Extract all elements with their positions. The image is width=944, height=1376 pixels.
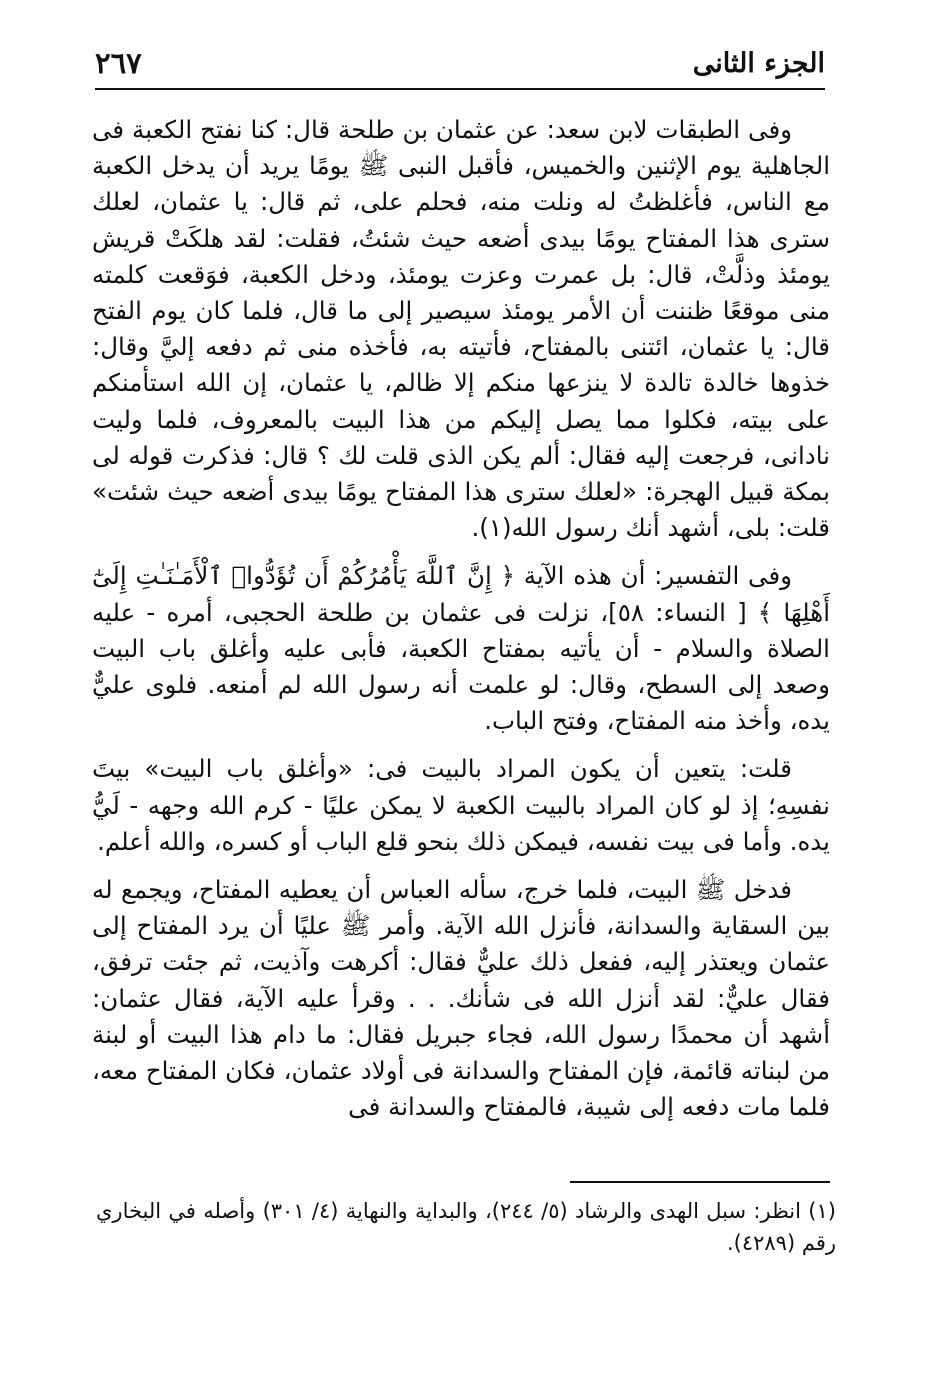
footnote-divider [570, 1181, 830, 1183]
running-title: الجزء الثانى [692, 48, 825, 79]
page-header [95, 44, 825, 90]
footnote: (١) انظر: سبل الهدى والرشاد (٥/ ٢٤٤)، والبداية والنهاية (٤/ ٣٠١) وأصله في البخاري رقم (٤٢٨٩). [96, 1199, 836, 1255]
paragraph-tafsir: وفى التفسير: أن هذه الآية ﴿ إِنَّ ٱللَّهَ يَأْمُرُكُمْ أَن تُؤَدُّوا۟ ٱلْأَمَـٰنَـٰتِ إِلَىٰٓ أَهْلِهَا ﴾ [ النساء: ٥٨]، نزلت فى عثمان بن طلحة الحجبى، أمره - عليه الصلاة والسلام - أن يأتيه بمفتاح الكعبة، فأبى عليه وأغلق باب البيت وصعد إلى السطح، وقال: لو علمت أنه رسول الله لم أمنعه. فلوى عليٌّ يده، وأخذ منه المفتاح، وفتح الباب. [92, 561, 831, 736]
main-text [92, 112, 830, 1125]
paragraph-comment: قلت: يتعين أن يكون المراد بالبيت فى: «وأغلق باب البيت» بيتَ نفسِهِ؛ إذ لو كان المراد بالبيت الكعبة لا يمكن عليًا - كرم الله وجهه - لَيُّ يده. وأما فى بيت نفسه، فيمكن ذلك بنحو قلع الباب أو كسره، والله أعلم. [92, 754, 830, 856]
paragraph-tabaqat: وفى الطبقات لابن سعد: عن عثمان بن طلحة قال: كنا نفتح الكعبة فى الجاهلية يوم الإثنين والخميس، فأقبل النبى ﷺ يومًا يريد أن يدخل الكعبة مع الناس، فأغلظتُ له ونلت منه، فحلم على، ثم قال: يا عثمان، لعلك سترى هذا المفتاح يومًا بيدى أضعه حيث شئتُ، فقلت: لقد هلكَتْ قريش يومئذ وذلَّتْ، قال: بل عمرت وعزت يومئذ، ودخل الكعبة، فوَقعت كلمته منى موقعًا ظننت أن الأمر يومئذ سيصير إلى ما قال، فلما كان يوم الفتح قال: يا عثمان، ائتنى بالمفتاح، فأتيته به، فأخذه منى ثم دفعه إليَّ وقال: خذوها خالدة تالدة لا ينزعها منكم إلا ظالم، يا عثمان، إن الله استأمنكم على بيته، فكلوا مما يصل إليكم من هذا البيت بالمعروف، فلما وليت نادانى، فرجعت إليه فقال: ألم يكن الذى قلت لك ؟ قال: فذكرت قوله لى بمكة قبيل الهجرة: «لعلك سترى هذا المفتاح يومًا بيدى أضعه حيث شئت» قلت: بلى، أشهد أنك رسول الله(١). [92, 115, 830, 543]
page-number: ٢٦٧ [95, 46, 142, 80]
paragraph-narration: فدخل ﷺ البيت، فلما خرج، سأله العباس أن يعطيه المفتاح، ويجمع له بين السقاية والسدانة، فأنزل الله الآية. وأمر ﷺ عليًا أن يرد المفتاح إلى عثمان ويعتذر إليه، ففعل ذلك عليٌّ فقال: أكرهت وآذيت، ثم جئت ترفق، فقال عليٌّ: لقد أنزل الله فى شأنك. . . وقرأ عليه الآية، فقال عثمان: أشهد أن محمدًا رسول الله، فجاء جبريل فقال: ما دام هذا البيت أو لبنة من لبناته قائمة، فإن المفتاح والسدانة فى أولاد عثمان، فكان المفتاح معه، فلما مات دفعه إلى شيبة، فالمفتاح والسدانة فى [92, 875, 830, 1122]
